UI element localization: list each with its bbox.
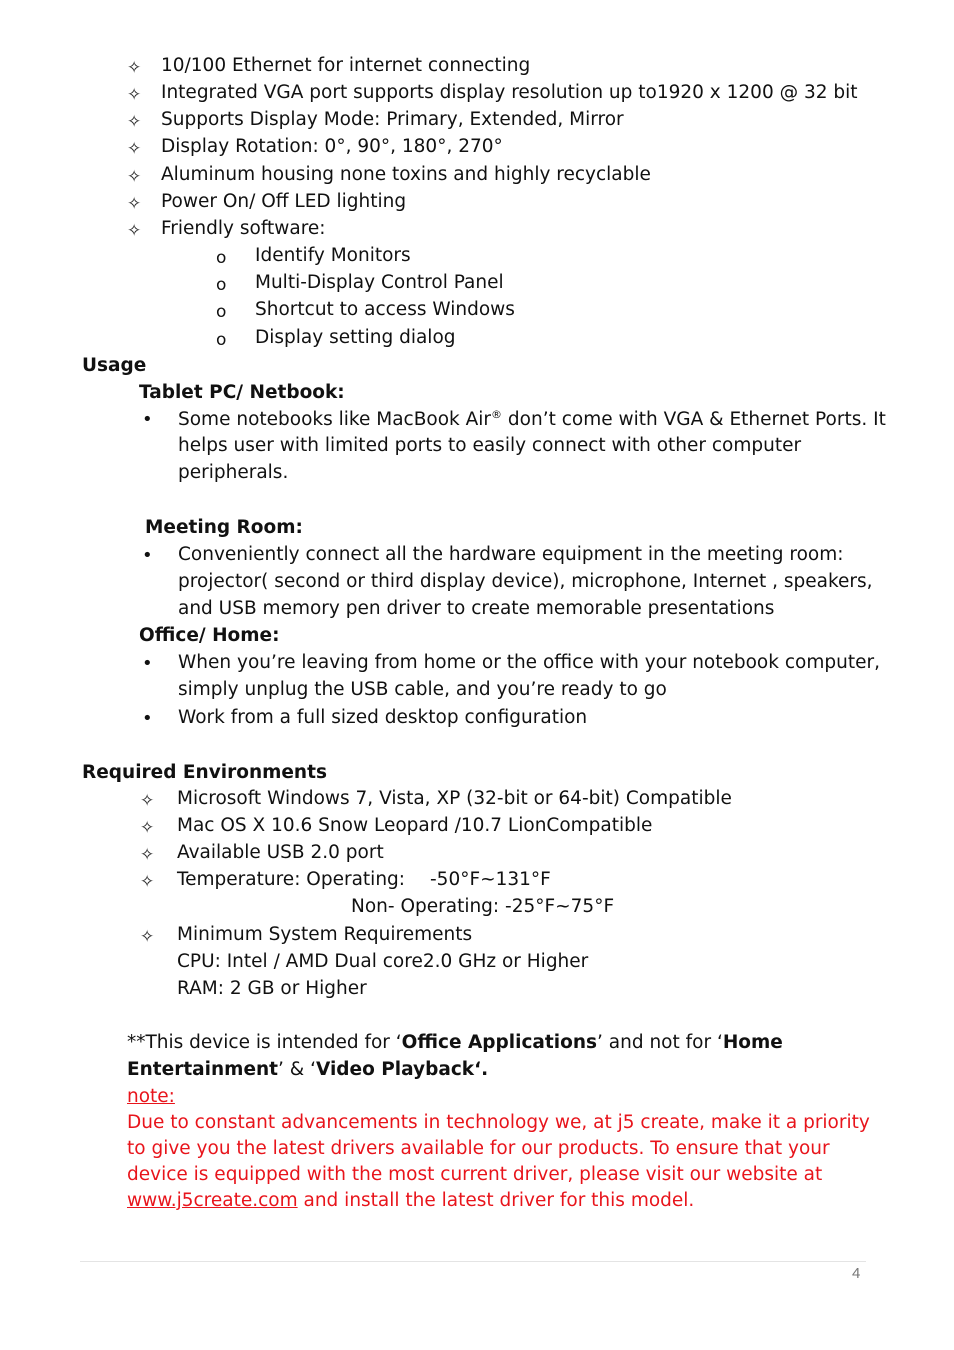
cpu-requirement: CPU: Intel / AMD Dual core2.0 GHz or Higher [177, 951, 589, 972]
circle-bullet-icon: o [216, 302, 227, 322]
usage-notice: **This device is intended for ‘Office Applications’ and not for ‘Home [127, 1032, 783, 1053]
software-item: Display setting dialog [255, 327, 456, 348]
requirement-item: Microsoft Windows 7, Vista, XP (32-bit or 64-bit) Compatible [177, 788, 732, 809]
software-item: Shortcut to access Windows [255, 299, 515, 320]
dot-bullet-icon: • [142, 653, 153, 674]
note-text-last: www.j5create.com and install the latest driver for this model. [127, 1190, 695, 1211]
diamond-bullet-icon: ✧ [127, 58, 142, 78]
feature-item: Friendly software: [161, 218, 326, 239]
dot-bullet-icon: • [142, 708, 153, 729]
min-system-heading: Minimum System Requirements [177, 924, 473, 945]
usage-notice: Entertainment’ & ‘Video Playback‘. [127, 1059, 489, 1080]
dot-bullet-icon: • [142, 409, 153, 430]
requirements-heading: Required Environments [82, 762, 327, 783]
page-number: 4 [852, 1265, 861, 1282]
note-text: to give you the latest drivers available for our products. To ensure that your [127, 1138, 830, 1159]
circle-bullet-icon: o [216, 330, 227, 350]
meeting-heading: Meeting Room: [145, 517, 303, 538]
meeting-text: and USB memory pen driver to create memorable presentations [178, 598, 775, 619]
diamond-bullet-icon: ✧ [140, 927, 155, 947]
diamond-bullet-icon: ✧ [140, 845, 155, 865]
note-text: Due to constant advancements in technology we, at j5 create, make it a priority [127, 1112, 870, 1133]
circle-bullet-icon: o [216, 248, 227, 268]
requirement-item: Mac OS X 10.6 Snow Leopard /10.7 LionCompatible [177, 815, 653, 836]
software-item: Identify Monitors [255, 245, 411, 266]
feature-item: Integrated VGA port supports display resolution up to1920 x 1200 @ 32 bit [161, 82, 858, 103]
note-label: note: [127, 1086, 175, 1107]
office-text: When you’re leaving from home or the office with your notebook computer, [178, 652, 880, 673]
diamond-bullet-icon: ✧ [140, 872, 155, 892]
tablet-text: Some notebooks like MacBook Air® don’t come with VGA & Ethernet Ports. It [178, 408, 886, 431]
feature-item: Aluminum housing none toxins and highly recyclable [161, 164, 651, 185]
ram-requirement: RAM: 2 GB or Higher [177, 978, 367, 999]
meeting-text: projector( second or third display device), microphone, Internet , speakers, [178, 571, 873, 592]
usage-heading: Usage [82, 355, 147, 376]
requirement-item: Available USB 2.0 port [177, 842, 384, 863]
software-item: Multi-Display Control Panel [255, 272, 504, 293]
tablet-heading: Tablet PC/ Netbook: [139, 382, 345, 403]
diamond-bullet-icon: ✧ [127, 139, 142, 159]
diamond-bullet-icon: ✧ [140, 818, 155, 838]
diamond-bullet-icon: ✧ [127, 167, 142, 187]
diamond-bullet-icon: ✧ [140, 791, 155, 811]
diamond-bullet-icon: ✧ [127, 85, 142, 105]
office-heading: Office/ Home: [139, 625, 280, 646]
temperature-operating: -50°F~131°F [430, 869, 551, 890]
office-text: simply unplug the USB cable, and you’re ready to go [178, 679, 667, 700]
office-text: Work from a full sized desktop configuration [178, 707, 588, 728]
tablet-text: peripherals. [178, 462, 289, 483]
tablet-text: helps user with limited ports to easily connect with other computer [178, 435, 802, 456]
temperature-non-operating: Non- Operating: -25°F~75°F [351, 896, 615, 917]
temperature-label: Temperature: Operating: [177, 869, 406, 890]
website-link[interactable]: www.j5create.com [127, 1190, 298, 1211]
footer-divider [80, 1261, 866, 1262]
feature-item: Display Rotation: 0°, 90°, 180°, 270° [161, 136, 503, 157]
diamond-bullet-icon: ✧ [127, 194, 142, 214]
diamond-bullet-icon: ✧ [127, 112, 142, 132]
dot-bullet-icon: • [142, 545, 153, 566]
meeting-text: Conveniently connect all the hardware equipment in the meeting room: [178, 544, 844, 565]
feature-item: 10/100 Ethernet for internet connecting [161, 55, 531, 76]
diamond-bullet-icon: ✧ [127, 221, 142, 241]
registered-mark: ® [491, 408, 503, 421]
feature-item: Supports Display Mode: Primary, Extended, Mirror [161, 109, 624, 130]
feature-item: Power On/ Off LED lighting [161, 191, 407, 212]
note-text: device is equipped with the most current driver, please visit our website at [127, 1164, 823, 1185]
circle-bullet-icon: o [216, 275, 227, 295]
